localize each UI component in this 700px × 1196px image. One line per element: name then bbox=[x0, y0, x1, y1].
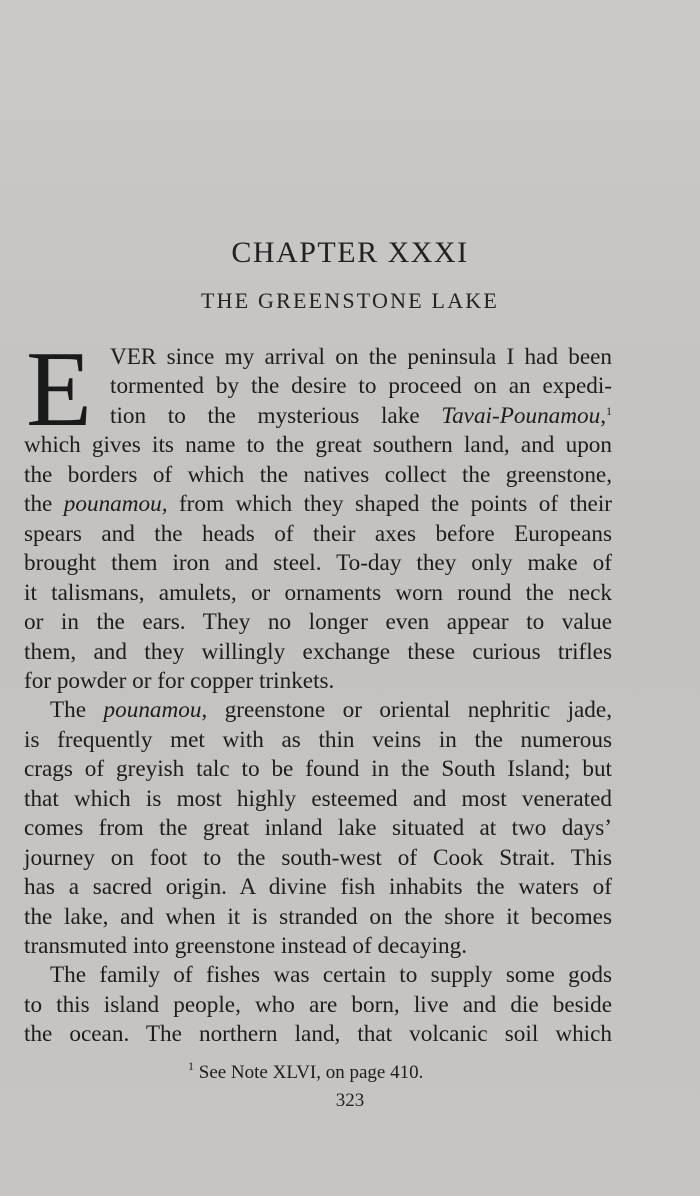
text-span: The bbox=[50, 697, 104, 724]
text-line bbox=[24, 813, 612, 843]
text-span: Tavai-Pounamou, bbox=[441, 402, 606, 429]
text-span: 1 bbox=[606, 403, 612, 418]
text-line bbox=[24, 578, 612, 608]
text-line bbox=[24, 990, 612, 1020]
text-line bbox=[50, 960, 612, 990]
text-span: the borders of which the natives collect the greenstone, bbox=[24, 461, 612, 488]
text-span: them, and they willingly exchange these curious trifles bbox=[24, 638, 612, 665]
bleed-through-text bbox=[210, 58, 490, 78]
chapter-title: THE GREENSTONE LAKE bbox=[200, 288, 500, 313]
text-line bbox=[24, 902, 612, 932]
text-line bbox=[24, 1019, 612, 1049]
text-span: VER since my arrival on the peninsula I had been bbox=[110, 344, 612, 370]
text-span: has a sacred origin. A divine fish inhabits the waters of bbox=[24, 874, 612, 901]
page-number: 323 bbox=[335, 1090, 365, 1111]
text-span: for powder or for copper trinkets. bbox=[24, 667, 335, 694]
drop-cap: E bbox=[26, 330, 92, 449]
chapter-number: CHAPTER XXXI bbox=[231, 236, 469, 269]
text-line bbox=[110, 401, 612, 431]
text-line bbox=[50, 695, 612, 725]
text-span: comes from the great inland lake situated at two days’ bbox=[24, 815, 612, 842]
text-span: the ocean. The northern land, that volcanic soil which bbox=[24, 1021, 612, 1048]
text-line bbox=[110, 371, 612, 401]
text-span: it talismans, amulets, or ornaments worn round the neck bbox=[24, 579, 612, 606]
text-line bbox=[24, 666, 612, 696]
text-span: spears and the heads of their axes before Europeans bbox=[24, 520, 612, 547]
text-line bbox=[24, 460, 612, 490]
text-span: pounamou, bbox=[103, 697, 208, 724]
text-span: which gives its name to the great southern land, and upon bbox=[24, 432, 612, 459]
text-line bbox=[24, 843, 612, 873]
text-line bbox=[24, 637, 612, 667]
text-line bbox=[24, 519, 612, 549]
footnote bbox=[188, 1059, 424, 1084]
text-span: transmuted into greenstone instead of decaying. bbox=[24, 933, 468, 959]
text-span: pounamou, bbox=[63, 491, 168, 518]
text-span: the bbox=[24, 491, 64, 518]
text-span: crags of greyish talc to be found in the South Island; but bbox=[24, 756, 612, 783]
footnote-text: See Note XLVI, on page 410. bbox=[194, 1062, 424, 1083]
text-line bbox=[24, 754, 612, 784]
text-line bbox=[24, 784, 612, 814]
text-span: journey on foot to the south-west of Cook Strait. This bbox=[24, 844, 612, 871]
text-span: is frequently met with as thin veins in the numerous bbox=[24, 726, 612, 753]
text-span: brought them iron and steel. To-day they only make of bbox=[24, 550, 612, 577]
text-line bbox=[24, 872, 612, 902]
text-span: tion to the mysterious lake bbox=[110, 402, 442, 429]
text-line bbox=[24, 725, 612, 755]
text-line bbox=[24, 607, 612, 637]
text-span: or in the ears. They no longer even appear to value bbox=[24, 609, 612, 636]
text-span: the lake, and when it is stranded on the shore it becomes bbox=[24, 903, 612, 930]
text-line bbox=[110, 342, 612, 372]
text-span: that which is most highly esteemed and most venerated bbox=[24, 785, 612, 812]
text-line bbox=[24, 548, 612, 578]
text-span: from which they shaped the points of their bbox=[167, 491, 613, 518]
text-span: The family of fishes was certain to supply some gods bbox=[50, 962, 612, 989]
text-line bbox=[24, 489, 612, 519]
text-span: to this island people, who are born, live and die beside bbox=[24, 991, 612, 1018]
text-line bbox=[24, 430, 612, 460]
text-line bbox=[24, 931, 612, 961]
footnote-marker: 1 bbox=[188, 1059, 194, 1073]
text-span: tormented by the desire to proceed on an expedi- bbox=[110, 373, 612, 400]
text-span: greenstone or oriental nephritic jade, bbox=[207, 697, 612, 724]
